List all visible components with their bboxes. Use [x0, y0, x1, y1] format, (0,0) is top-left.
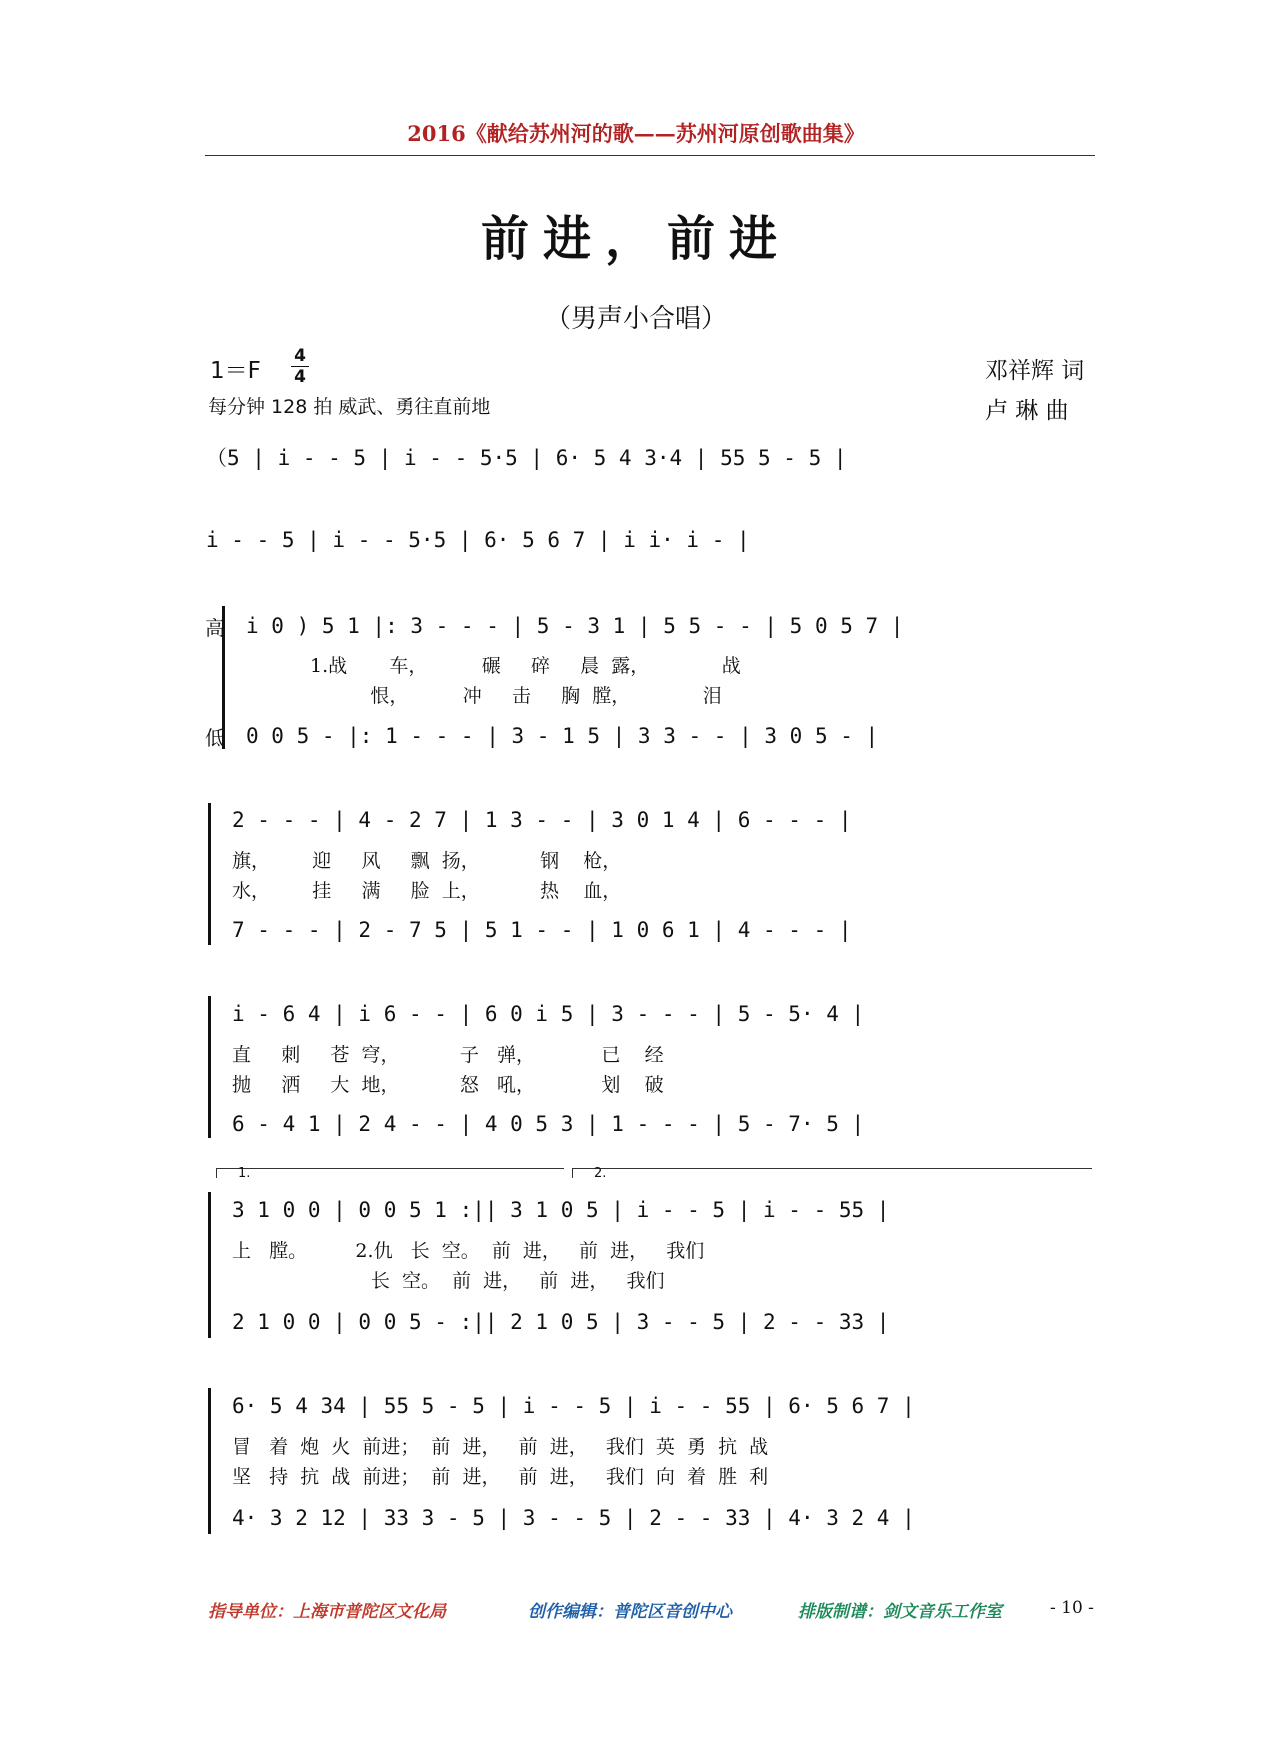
song-subtitle: （男声小合唱）: [544, 304, 727, 334]
system3-lyric2: 恨， 冲 击 胸 膛， 泪: [310, 685, 722, 707]
system5-brace: [208, 996, 211, 1138]
system1-melody: （5 | i - - 5 | i - - 5·5 | 6· 5 4 3·4 | 55 5 - 5 |: [206, 446, 847, 470]
system4-lyric1: 旗， 迎 风 飘 扬， 钢 枪，: [232, 850, 622, 872]
time-signature: [291, 346, 309, 387]
system6-high: 3 1 0 0 | 0 0 5 1 :|| 3 1 0 5 | i - - 5 | i - - 55 |: [232, 1198, 890, 1222]
volta2-hook: [572, 1168, 573, 1178]
voice-label-high: 高: [205, 616, 225, 640]
volta1-label: 1.: [238, 1166, 251, 1181]
footer-editor: 创作编辑：普陀区音创中心: [528, 1602, 732, 1622]
lyricist: 邓祥辉 词: [985, 358, 1085, 384]
system3-low: 0 0 5 - |: 1 - - - | 3 - 1 5 | 3 3 - - | 3 0 5 - |: [246, 724, 879, 748]
time-signature-bottom: 4: [294, 367, 306, 387]
footer-typesetting: 排版制谱：剑文音乐工作室: [798, 1602, 1002, 1622]
volta2-bracket: [572, 1168, 1092, 1169]
system7-lyric2: 坚 持 抗 战 前进； 前 进， 前 进， 我们 向 着 胜 利: [232, 1466, 769, 1488]
composer: 卢 琳 曲: [985, 398, 1069, 424]
system6-lyric1: 上 膛。 2.仇 长 空。 前 进， 前 进， 我们: [232, 1240, 705, 1262]
system7-brace: [208, 1388, 211, 1534]
header-divider: [205, 155, 1095, 156]
system6-lyric2: 长 空。 前 进， 前 进， 我们: [232, 1270, 665, 1292]
system7-low: 4· 3 2 12 | 33 3 - 5 | 3 - - 5 | 2 - - 33 | 4· 3 2 4 |: [232, 1506, 915, 1530]
system7-high: 6· 5 4 34 | 55 5 - 5 | i - - 5 | i - - 55 | 6· 5 6 7 |: [232, 1394, 915, 1418]
volta1-hook: [216, 1168, 217, 1178]
system5-high: i - 6 4 | i 6 - - | 6 0 i 5 | 3 - - - | 5 - 5· 4 |: [232, 1002, 865, 1026]
tempo-marking: 每分钟 128 拍 威武、勇往直前地: [208, 396, 491, 418]
song-title: 前进，前进: [480, 211, 791, 267]
system3-lyric1: 1.战 车， 碾 碎 晨 露， 战: [310, 655, 741, 677]
system5-low: 6 - 4 1 | 2 4 - - | 4 0 5 3 | 1 - - - | 5 - 7· 5 |: [232, 1112, 865, 1136]
system7-lyric1: 冒 着 炮 火 前进； 前 进， 前 进， 我们 英 勇 抗 战: [232, 1436, 769, 1458]
page-number: - 10 -: [1050, 1598, 1094, 1618]
collection-header: 2016《献给苏州河的歌——苏州河原创歌曲集》: [407, 121, 865, 146]
system3-high: i 0 ) 5 1 |: 3 - - - | 5 - 3 1 | 5 5 - - | 5 0 5 7 |: [246, 614, 904, 638]
system4-brace: [208, 803, 211, 945]
system6-brace: [208, 1192, 211, 1338]
system2-melody: i - - 5 | i - - 5·5 | 6· 5 6 7 | i i· i - |: [206, 528, 750, 552]
system4-high: 2 - - - | 4 - 2 7 | 1 3 - - | 3 0 1 4 | 6 - - - |: [232, 808, 852, 832]
footer-guide-unit: 指导单位：上海市普陀区文化局: [208, 1602, 446, 1622]
key-signature: 1＝F: [210, 358, 261, 384]
system4-low: 7 - - - | 2 - 7 5 | 5 1 - - | 1 0 6 1 | 4 - - - |: [232, 918, 852, 942]
system5-lyric1: 直 刺 苍 穹， 子 弹， 已 经: [232, 1044, 664, 1066]
system4-lyric2: 水， 挂 满 脸 上， 热 血，: [232, 880, 622, 902]
time-signature-top: 4: [294, 346, 306, 366]
system6-low: 2 1 0 0 | 0 0 5 - :|| 2 1 0 5 | 3 - - 5 | 2 - - 33 |: [232, 1310, 890, 1334]
voice-label-low: 低: [205, 726, 225, 750]
volta1-bracket: [216, 1168, 564, 1169]
system5-lyric2: 抛 洒 大 地， 怒 吼， 划 破: [232, 1074, 664, 1096]
volta2-label: 2.: [594, 1166, 607, 1181]
